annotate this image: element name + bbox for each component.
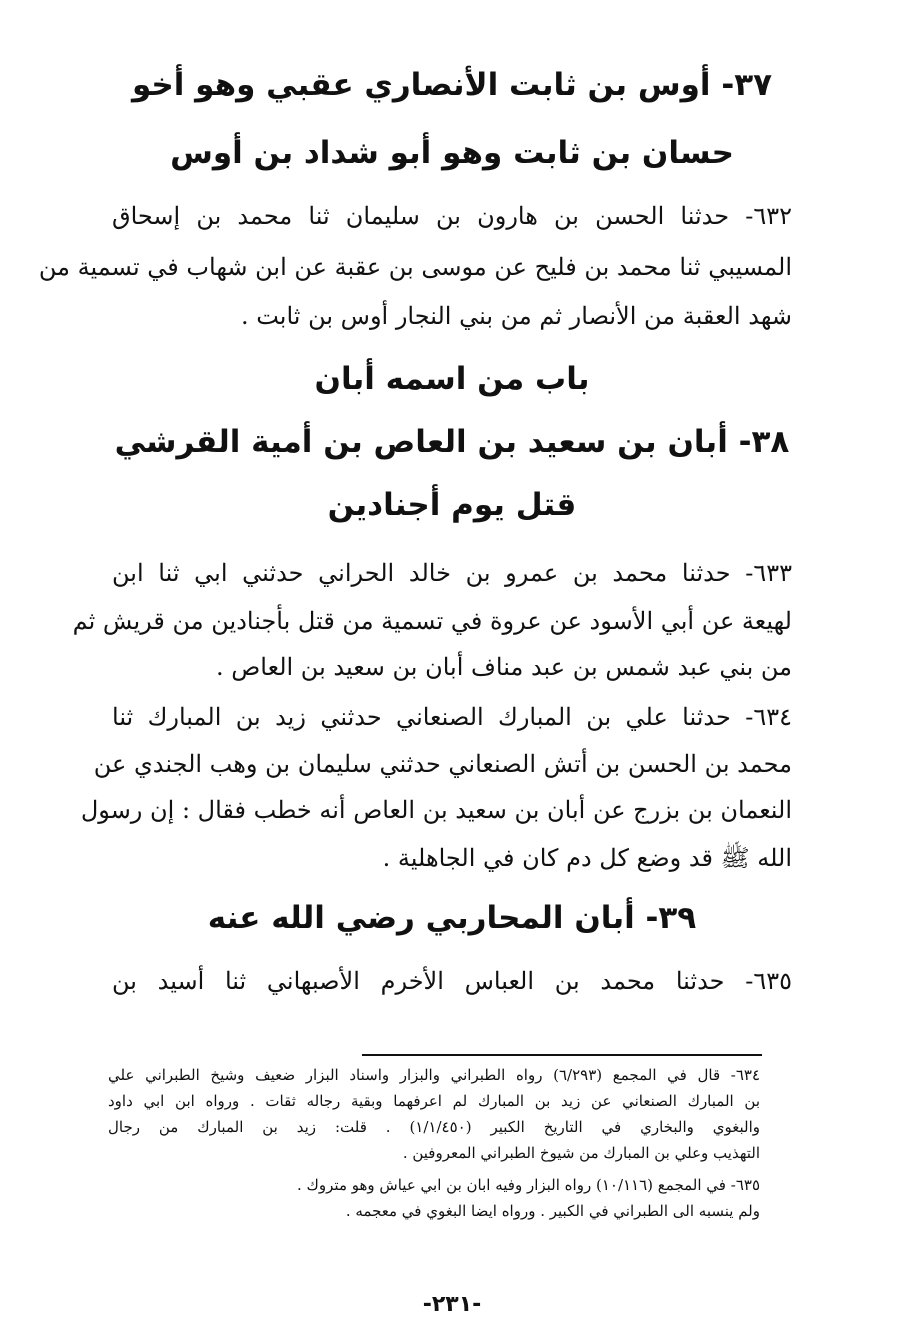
- footnote-line: ولم ينسبه الى الطبراني في الكبير . ورواه ايضا البغوي في معجمه .: [345, 1202, 760, 1220]
- paragraph-633-line1: ٦٣٣- حدثنا محمد بن عمرو بن خالد الحراني حدثني ابي ثنا ابن: [112, 559, 792, 587]
- heading-39: ٣٩- أبان المحاربي رضي الله عنه: [207, 900, 697, 936]
- paragraph-634-line3: النعمان بن بزرج عن أبان بن سعيد بن العاص أنه خطب فقال : إن رسول: [80, 796, 792, 824]
- section-heading-bab: باب من اسمه أبان: [314, 361, 590, 397]
- heading-38-line2: قتل يوم أجنادين: [327, 487, 577, 523]
- heading-38-line1: ٣٨- أبان بن سعيد بن العاص بن أمية القرشي: [114, 424, 790, 460]
- page-number: -٢٣١-: [422, 1292, 482, 1317]
- footnote-line: والبغوي والبخاري في التاريخ الكبير (١/١/٤٥٠) . قلت: زيد بن المبارك من رجال: [108, 1118, 760, 1136]
- footnote-line: ٦٣٥- في المجمع (١٠/١١٦) رواه البزار وفيه ابان بن ابي عياش وهو متروك .: [297, 1176, 760, 1194]
- heading-37-line1: ٣٧- أوس بن ثابت الأنصاري عقبي وهو أخو: [131, 67, 773, 103]
- paragraph-633-line2: لهيعة عن أبي الأسود عن عروة في تسمية من قتل بأجنادين من قريش ثم: [72, 607, 792, 635]
- footnote-separator: [362, 1054, 762, 1056]
- footnote-line: التهذيب وعلي بن المبارك من شيوخ الطبراني المعروفين .: [402, 1144, 760, 1162]
- paragraph-634-line4: الله ﷺ قد وضع كل دم كان في الجاهلية .: [382, 844, 792, 872]
- paragraph-632-line2: المسيبي ثنا محمد بن فليح عن موسى بن عقبة عن ابن شهاب في تسمية من: [38, 253, 792, 281]
- paragraph-633-line3: من بني عبد شمس بن عبد مناف أبان بن سعيد بن العاص .: [216, 653, 792, 681]
- paragraph-632-line1: ٦٣٢- حدثنا الحسن بن هارون بن سليمان ثنا محمد بن إسحاق: [112, 202, 792, 230]
- paragraph-635-line1: ٦٣٥- حدثنا محمد بن العباس الأخرم الأصبهاني ثنا أسيد بن: [112, 967, 792, 995]
- footnote-line: ٦٣٤- قال في المجمع (٦/٢٩٣) رواه الطبراني والبزار واسناد البزار ضعيف وشيخ الطبراني علي: [108, 1066, 760, 1084]
- footnote-line: بن المبارك الصنعاني عن زيد بن المبارك لم اعرفهما وبقية رجاله ثقات . ورواه ابن ابي داود: [108, 1092, 760, 1110]
- paragraph-634-line1: ٦٣٤- حدثنا علي بن المبارك الصنعاني حدثني زيد بن المبارك ثنا: [112, 703, 792, 731]
- paragraph-632-line3: شهد العقبة من الأنصار ثم من بني النجار أوس بن ثابت .: [240, 302, 792, 330]
- paragraph-634-line2: محمد بن الحسن بن أتش الصنعاني حدثني سليمان بن وهب الجندي عن: [93, 750, 792, 778]
- heading-37-line2: حسان بن ثابت وهو أبو شداد بن أوس: [170, 135, 734, 171]
